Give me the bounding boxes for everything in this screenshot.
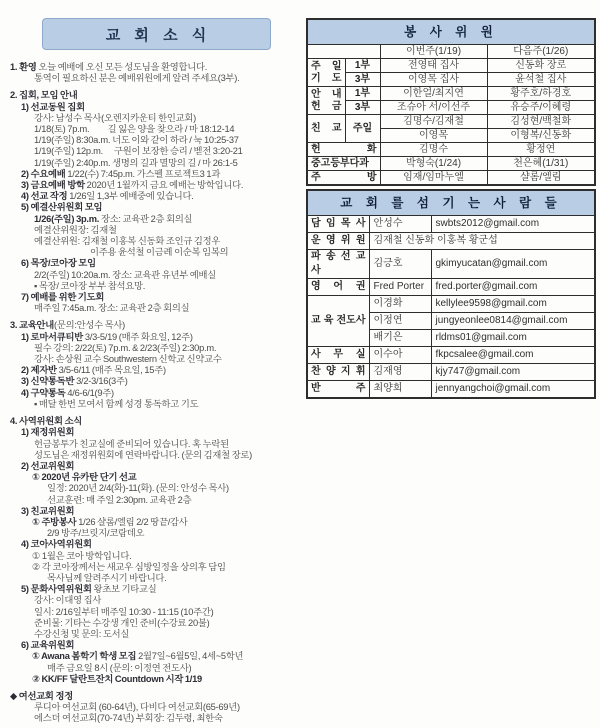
- announcement-line: 매주일 7:45a.m. 장소: 교육관 2층 회의실: [34, 303, 190, 314]
- table-row: [307, 233, 595, 250]
- table-cell: 운 영 위 원: [307, 233, 369, 250]
- table-cell: 3부: [345, 73, 380, 87]
- announcement-list: [8, 62, 304, 725]
- table-cell: 찬 양 지 휘: [307, 364, 369, 381]
- announcement-line: 루디아 여선교회 (60-64년), 다비다 여선교회(65-69년): [34, 702, 240, 713]
- announcement-line: 6) 목장/코아장 모임: [21, 258, 96, 269]
- table-row: [307, 171, 595, 186]
- announcement-line: ▪ 목장/ 코아장 부부 참석요망.: [34, 280, 146, 291]
- table-cell: 이한얼/최지연: [380, 87, 487, 101]
- table-cell: 김명수: [380, 143, 487, 157]
- announcement-line: 2. 집회, 모임 안내: [10, 90, 78, 101]
- announcement-line: 4. 사역위원회 소식: [10, 416, 83, 427]
- announcement-line: 3) 신약통독반 3/2-3/16(3주): [21, 376, 128, 387]
- announcement-line: 목사님께 알려주시기 바랍니다.: [47, 572, 167, 583]
- announcement-line: ① 주방봉사 1/26 샬롬/엘림 2/2 땅끝/감사: [32, 516, 188, 527]
- table-cell: 이영목 집사: [380, 73, 487, 87]
- table-row: [307, 250, 595, 279]
- table-cell: 황주호/하경호: [487, 87, 595, 101]
- table-cell: [307, 45, 380, 59]
- table-cell: 김명수/김재철: [380, 115, 487, 129]
- announcement-line: 강사: 이대영 집사: [34, 595, 102, 606]
- announcement-line: 일시: 2/16일부터 매주일 10:30 - 11:15 (10주간): [34, 606, 214, 617]
- table-row: [307, 279, 595, 296]
- table-cell: 주 방: [307, 171, 380, 186]
- announcement-line: 강사: 남성수 목사(오렌지카운티 한인교회): [34, 112, 196, 123]
- table-row: [307, 296, 595, 313]
- announcement-line: 2/2(주일) 10:20a.m. 장소: 교육관 유년부 예배실: [34, 269, 216, 280]
- table-cell: 샬롬/엘림: [487, 171, 595, 186]
- table-row: [307, 115, 595, 129]
- table-row: [307, 101, 595, 115]
- table-cell: swbts2012@gmail.com: [431, 216, 595, 233]
- table-row: [307, 381, 595, 399]
- table-cell: 전영태 집사: [380, 59, 487, 73]
- announcement-line: 3) 금요예배 방학 2020년 1월까지 금요 예배는 방학입니다.: [21, 180, 244, 191]
- table-header-cell: 교 회 를 섬 기 는 사 람 들: [307, 190, 595, 216]
- table-cell: 윤석철 집사: [487, 73, 595, 87]
- announcement-line: 1) 재정위원회: [21, 427, 75, 438]
- announcement-line: 수강신청 및 문의: 도서실: [34, 628, 130, 639]
- announcement-line: 헌금봉투가 친교실에 준비되어 있습니다. 혹 누락된: [34, 438, 229, 449]
- announcement-line: 1/19(주일) 12p.m. 구원이 보장한 승리 / 벧전 3:20-21: [34, 146, 243, 157]
- announcement-line: 2) 수요예배 1/22(수) 7:45p.m. 가스펠 프로젝트3 1과: [21, 168, 221, 179]
- table-cell: 이경화: [369, 296, 431, 313]
- table-row: [307, 190, 595, 216]
- announcement-line: 3) 친교위원회: [21, 505, 75, 516]
- announcement-line: 2) 선교위원회: [21, 460, 75, 471]
- table-cell: 주 일 기 도: [307, 59, 345, 87]
- table-cell: 박형숙(1/24): [380, 157, 487, 171]
- table-cell: 최양희: [369, 381, 431, 399]
- table-row: [307, 364, 595, 381]
- table-row: [307, 87, 595, 101]
- table-cell: 이영목: [380, 129, 487, 143]
- table-row: [307, 45, 595, 59]
- table-cell: rldms01@gmail.com: [431, 330, 595, 347]
- announcement-line: ① Awana 봄학기 학생 모집 2월7일~6월5일, 4세~5학년: [32, 651, 244, 662]
- table-cell: 임재/임마누엘: [380, 171, 487, 186]
- table-cell: 친 교: [307, 115, 345, 143]
- announcement-line: 매주 금요일 8시 (문의: 이정연 전도사): [47, 662, 192, 673]
- table-cell: 김재철 신동화 이홍복 황군섭: [369, 233, 595, 250]
- table-cell: 김긍호: [369, 250, 431, 279]
- announcement-line: 선교훈련: 매 주일 2:30pm. 교육관 2층: [47, 494, 192, 505]
- announcement-line: 7) 예배를 위한 기도회: [21, 292, 105, 303]
- table-cell: 헌 화: [307, 143, 380, 157]
- announcement-line: 이주용 윤석철 이금례 이순복 임복의: [90, 247, 229, 258]
- table-cell: 이정연: [369, 313, 431, 330]
- table-cell: 유승주/이혜령: [487, 101, 595, 115]
- announcement-line: 1/19(주일) 2:40p.m. 생명의 길과 멸망의 길 / 마 26:1-5: [34, 157, 238, 168]
- table-row: [307, 143, 595, 157]
- table-cell: 김성현/백철화: [487, 115, 595, 129]
- volunteer-table: [306, 18, 596, 186]
- announcement-line: 필수 강의: 2/22(토) 7p.m. & 2/23(주일) 2:30p.m.: [34, 342, 217, 353]
- announcement-line: 4) 코아사역위원회: [21, 539, 92, 550]
- announcement-line: 예결산위원: 김재철 이홍복 신동화 조인규 김정우: [34, 236, 221, 247]
- table-row: [307, 157, 595, 171]
- table-cell: 담 임 목 사: [307, 216, 369, 233]
- table-cell: 파 송 선 교 사: [307, 250, 369, 279]
- table-cell: 이번주(1/19): [380, 45, 487, 59]
- announcement-line: ① 1월은 코아 방학입니다.: [32, 550, 132, 561]
- announcements-column: [8, 12, 304, 725]
- table-cell: 황정연: [487, 143, 595, 157]
- table-row: [307, 59, 595, 73]
- table-cell: kjy747@gmail.com: [431, 364, 595, 381]
- table-row: [307, 73, 595, 87]
- table-cell: 신동화 장로: [487, 59, 595, 73]
- table-row: [307, 216, 595, 233]
- announcement-line: 강사: 손상원 교수 Southwestern 신학교 신약교수: [34, 354, 222, 365]
- table-cell: 1부: [345, 59, 380, 73]
- table-cell: 사 무 실: [307, 347, 369, 364]
- announcement-line: 1) 로마서큐티반 3/3-5/19 (매주 화요일, 12주): [21, 331, 193, 342]
- table-cell: 안성수: [369, 216, 431, 233]
- announcement-line: 6) 교육위원회: [21, 640, 75, 651]
- table-cell: 조슈아 서/이선주: [380, 101, 487, 115]
- announcement-line: 3. 교육안내(문의:안성수 목사): [10, 320, 125, 331]
- table-cell: 안 내 헌 금: [307, 87, 345, 115]
- table-cell: 천은혜(1/31): [487, 157, 595, 171]
- table-cell: fred.porter@gmail.com: [431, 279, 595, 296]
- announcement-line: 1/26(주일) 3p.m. 장소: 교육관 2층 회의실: [34, 213, 193, 224]
- announcement-line: 성도님은 재정위원회에 연락바랍니다. (문의 김재철 장로): [34, 449, 252, 460]
- announcement-line: 5) 문화사역위원회 왕초보 기타교실: [21, 584, 157, 595]
- table-cell: 중고등부다과: [307, 157, 380, 171]
- announcement-line: 2/9 방주/브릿지/코람데오: [47, 528, 145, 539]
- table-row: [307, 347, 595, 364]
- table-cell: 교 육 전도사: [307, 296, 369, 347]
- announcement-line: 1) 선교동원 집회: [21, 101, 85, 112]
- announcement-line: ◆ 여선교회 정정: [10, 690, 73, 701]
- announcement-line: 2) 제자반 3/5-6/11 (매주 목요일, 15주): [21, 365, 166, 376]
- table-row: [307, 19, 595, 45]
- table-cell: 이형복/신동화: [487, 129, 595, 143]
- announcement-line: 일정: 2020년 2/4(화)-11(화). (문의: 안성수 목사): [47, 483, 229, 494]
- announcement-line: 에스더 여선교회(70-74년) 부회장: 김두령, 최한숙: [34, 713, 223, 724]
- announcement-line: 통역이 필요하신 분은 예배위원에게 알려 주세요(3부).: [34, 73, 240, 84]
- announcement-line: 1. 환영 오늘 예배에 오신 모든 성도님을 환영합니다.: [10, 62, 208, 72]
- table-cell: kellylee9598@gmail.com: [431, 296, 595, 313]
- table-cell: 반 주: [307, 381, 369, 399]
- announcement-line: ① 2020년 유카탄 단기 선교: [32, 472, 137, 483]
- tables-column: [306, 18, 594, 399]
- table-cell: 이수아: [369, 347, 431, 364]
- announcement-line: 4) 구약통독 4/6-6/1(9주): [21, 387, 114, 398]
- table-cell: 주일: [345, 115, 380, 143]
- table-cell: 김재영: [369, 364, 431, 381]
- announcement-line: ② KK/FF 달란트잔치 Countdown 시작 1/19: [32, 673, 202, 684]
- announcement-line: 예결산위원장: 김재철: [34, 224, 117, 235]
- announcement-line: 1/18(토) 7p.m. 길 잃은 양을 찾으라 / 마 18:12-14: [34, 124, 235, 135]
- table-cell: fkpcsalee@gmail.com: [431, 347, 595, 364]
- table-cell: 3부: [345, 101, 380, 115]
- table-cell: jennyangchoi@gmail.com: [431, 381, 595, 399]
- announcement-line: 1/19(주일) 8:30a.m. 너도 이와 같이 하라 / 눅 10:25-37: [34, 135, 239, 146]
- table-cell: 다음주(1/26): [487, 45, 595, 59]
- table-cell: 배기은: [369, 330, 431, 347]
- table-cell: gkimyucatan@gmail.com: [431, 250, 595, 279]
- table-header-cell: 봉 사 위 원: [307, 19, 595, 45]
- table-cell: 영 어 권: [307, 279, 369, 296]
- page-title: 교 회 소 식: [42, 18, 271, 50]
- servants-table: [306, 189, 596, 399]
- announcement-line: ② 각 코아장께서는 새교우 심방일정을 상의후 담임: [32, 561, 226, 572]
- announcement-line: 4) 선교 작정 1/26일 1,3부 예배중에 있습니다.: [21, 191, 194, 202]
- table-cell: 1부: [345, 87, 380, 101]
- announcement-line: 준비물: 기타는 수강생 개인 준비(수강료 20불): [34, 617, 210, 628]
- table-cell: jungyeonlee0814@gmail.com: [431, 313, 595, 330]
- table-cell: Fred Porter: [369, 279, 431, 296]
- announcement-line: ▪ 매달 한번 모여서 함께 성경 통독하고 기도: [34, 398, 199, 409]
- announcement-line: 5) 예결산위원회 모임: [21, 202, 103, 213]
